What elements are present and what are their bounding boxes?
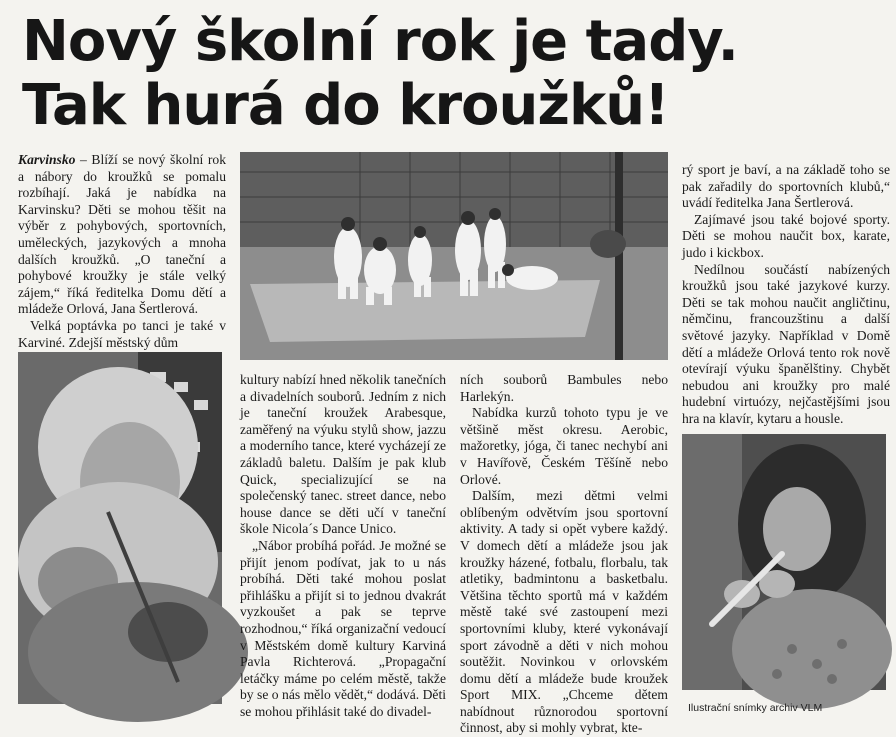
- paragraph: Velká poptávka po tanci je také v Karviné. Zdejší městský dům: [18, 317, 226, 350]
- paragraph: Nedílnou součástí nabízených kroužků jsou také jazykové kurzy. Děti se tak mohou naučit angličtinu, němčinu, francouzštinu a další světové jazyky. Například v Domě dětí a mládeže Orlová tento rok nově otevírají výuku španělštiny. Chybět nebudou ani kroužky pro malé hudební virtuózy, nejčastějšími jsou hra na klavír, kytaru a housle.: [682, 261, 890, 426]
- paragraph: Zajímavé jsou také bojové sporty. Děti se mohou naučit box, karate, judo i kickbox.: [682, 211, 890, 260]
- karate-photo: [240, 152, 668, 360]
- paragraph: rý sport je baví, a na základě toho se pak zařadily do sportovních klubů,“ uvádí ředitelka Jana Šertlerová.: [682, 162, 890, 211]
- headline-line-1: Nový školní rok je tady.: [22, 9, 738, 74]
- quote-paragraph: „Nábor probíhá pořád. Je možné se přijít jenom podívat, jak to u nás probíhá. Děti také mohou poslat přihlášku a přijít si to jednou dvakrát vyzkoušet a pak se teprve rozhodnou,“ říká organizační vedoucí v Městském domě kultury Karviná Pavla Richterová. „Propagační letáčky máme po celém městě, takže by se o nás mělo vědět,“ dodává. Děti se mohou přihlásit také do divadel-: [240, 537, 446, 719]
- paragraph: Nabídka kurzů tohoto typu je ve většině měst okresu. Aerobic, mažoretky, jóga, či tanec nechybí ani v Havířově, Českém Těšíně nebo Orlové.: [460, 405, 668, 487]
- girl-crafting-photo: [18, 352, 222, 704]
- article-column-3: [460, 372, 668, 736]
- girl-recorder-photo: [682, 434, 886, 690]
- paragraph: ních souborů Bambules nebo Harlekýn.: [460, 372, 668, 404]
- lead-paragraph: Karvinsko – Blíží se nový školní rok a nábory do kroužků se pomalu rozbíhají. Jaká je nabídka na Karvinsku? Děti se mohou těšit na výběr z pohybových, sportovních, uměleckých, jazykových a mnoha dalších kroužků. „O taneční a pohybové kroužky je stále velký zájem,“ říká ředitelka Domu dětí a mládeže Orlová, Jana Šertlerová.: [18, 152, 226, 317]
- article-column-4: [682, 162, 890, 424]
- article-headline: [22, 10, 882, 138]
- headline-line-2: Tak hurá do kroužků!: [22, 73, 669, 138]
- photo-caption: Ilustrační snímky archiv VLM: [688, 702, 823, 714]
- dateline: Karvinsko: [18, 152, 76, 167]
- paragraph: Dalším, mezi dětmi velmi oblíbeným odvětvím jsou sportovní aktivity. A tady si opět vybere každý. V domech dětí a mládeže jsou jak kroužky házené, fotbalu, florbalu, tak atletiky, badmintonu a basketbalu. Většina těchto sportů má v každém městě také své zastoupení mezi sportovními kluby, které vykonávají sport závodně a děti v nich mohou soutěžit. Novinkou v orlovském domu dětí a mládeže bude kroužek Sport MIX. „Chceme dětem nabídnout různorodou sportovní činnost, aby si mohly vybrat, kte-: [460, 488, 668, 736]
- article-column-2: [240, 372, 446, 719]
- article-column-1: [18, 152, 226, 350]
- paragraph: kultury nabízí hned několik tanečních a divadelních souborů. Jedním z nich je taneční kroužek Arabesque, zaměřený na výuku stylů show, jazzu a moderního tance, které vycházejí ze základů baletu. Dalším je pak klub Quick, specializující se na společenský tanec. street dance, nebo house dance se děti učí v taneční škole Nicola´s Dance Unico.: [240, 372, 446, 537]
